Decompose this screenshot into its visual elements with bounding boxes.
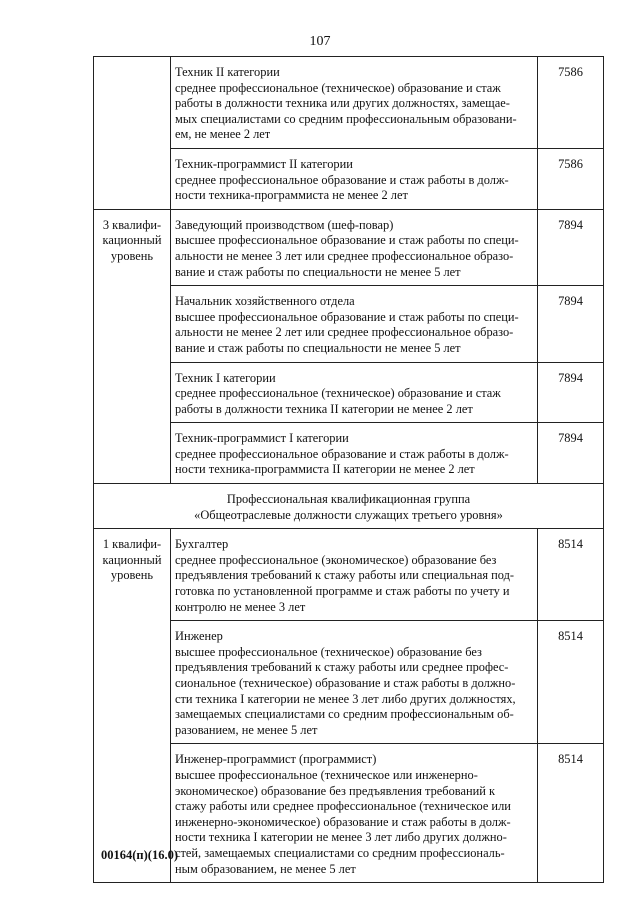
position-requirement-line: готовка по установленной программе и стаж работы по учету и xyxy=(175,584,510,599)
position-requirement-line: высшее профессиональное (техническое или инженерно- xyxy=(175,767,478,782)
position-requirement-line: инженерно-экономическое) образование и стаж работы в долж- xyxy=(175,814,511,829)
position-description-cell xyxy=(171,423,538,484)
position-title: Начальник хозяйственного отдела xyxy=(175,294,355,309)
salary-cell: 8514 xyxy=(538,621,604,744)
qualification-level-line: кационный xyxy=(102,552,162,567)
position-requirement-line: работы в должности техника или других должностях, замещае- xyxy=(175,96,510,111)
position-description-cell xyxy=(171,529,538,621)
qualification-level-line: уровень xyxy=(110,568,154,583)
table-row xyxy=(94,57,604,149)
position-description-cell xyxy=(171,148,538,209)
table-row xyxy=(94,362,604,423)
table-row xyxy=(94,286,604,362)
table-row xyxy=(94,209,604,285)
group-title-line: «Общеотраслевые должности служащих третьего уровня» xyxy=(194,507,503,522)
group-header-row xyxy=(94,484,604,529)
position-requirement-line: высшее профессиональное образование и стаж работы по специ- xyxy=(175,309,519,324)
position-requirement-line: сти техника I категории не менее 3 лет либо других должностях, xyxy=(175,691,516,706)
position-requirement-line: среднее профессиональное образование и стаж работы в долж- xyxy=(175,172,509,187)
position-requirement-line: вание и стаж работы по специальности не менее 5 лет xyxy=(175,264,461,279)
table-row xyxy=(94,423,604,484)
position-requirement-line: ности техника I категории не менее 3 лет либо других должно- xyxy=(175,830,507,845)
position-description-cell xyxy=(171,57,538,149)
salary-cell: 7894 xyxy=(538,423,604,484)
group-title-line: Профессиональная квалификационная группа xyxy=(226,492,471,507)
page-number: 107 xyxy=(309,34,331,49)
qualification-level-cell xyxy=(94,57,171,210)
table-body xyxy=(94,57,604,883)
position-requirement-line: среднее профессиональное (экономическое) образование без xyxy=(175,552,497,567)
salary-cell: 8514 xyxy=(538,529,604,621)
qualification-level-line: 1 квалифи- xyxy=(102,537,162,552)
qualification-level-line: кационный xyxy=(102,233,162,248)
position-title: Техник-программист II категории xyxy=(175,156,353,171)
position-requirement-line: альности не менее 2 лет или среднее профессиональное образо- xyxy=(175,325,514,340)
position-requirement-line: замещаемых специалистами со средним профессиональным об- xyxy=(175,707,514,722)
group-title xyxy=(94,484,604,529)
salary-cell: 7586 xyxy=(538,57,604,149)
table-row xyxy=(94,621,604,744)
position-description-cell xyxy=(171,209,538,285)
position-title: Заведующий производством (шеф-повар) xyxy=(175,217,394,232)
position-requirement-line: сиональное (техническое) образование и стаж работы в должно- xyxy=(175,676,516,690)
position-requirement-line: стей, замещаемых специалистами со средним профессиональ- xyxy=(175,845,505,860)
position-requirement-line: контролю не менее 3 лет xyxy=(175,599,306,614)
position-requirement-line: среднее профессиональное (техническое) образование и стаж xyxy=(175,80,501,95)
position-requirement-line: предъявления требований к стажу работы или среднее профес- xyxy=(175,660,509,675)
position-requirement-line: ности техника-программиста II категории не менее 2 лет xyxy=(175,462,475,477)
salary-cell: 7894 xyxy=(538,209,604,285)
position-title: Инженер xyxy=(175,629,223,644)
position-title: Техник I категории xyxy=(175,370,276,385)
position-requirement-line: разованием, не менее 5 лет xyxy=(175,722,318,737)
position-description-cell xyxy=(171,286,538,362)
position-title: Инженер-программист (программист) xyxy=(175,752,377,767)
position-requirement-line: вание и стаж работы по специальности не менее 5 лет xyxy=(175,340,461,355)
position-description-cell xyxy=(171,362,538,423)
position-requirement-line: мых специалистами со средним профессиональным образовани- xyxy=(175,111,517,126)
position-requirement-line: альности не менее 3 лет или среднее профессиональное образо- xyxy=(175,248,514,263)
position-requirement-line: работы в должности техника II категории не менее 2 лет xyxy=(175,401,473,416)
salary-cell: 7894 xyxy=(538,362,604,423)
position-requirement-line: экономическое) образование без предъявления требований к xyxy=(175,783,495,798)
position-requirement-line: высшее профессиональное (техническое) образование без xyxy=(175,644,482,659)
position-requirement-line: высшее профессиональное образование и стаж работы по специ- xyxy=(175,233,519,248)
position-requirement-line: ности техника-программиста не менее 2 лет xyxy=(175,188,408,203)
salary-cell: 7586 xyxy=(538,148,604,209)
qualification-level-line: 3 квалифи- xyxy=(102,217,162,232)
position-description-cell xyxy=(171,744,538,883)
table-row xyxy=(94,148,604,209)
position-title: Техник-программист I категории xyxy=(175,431,349,446)
position-requirement-line: ным образованием, не менее 5 лет xyxy=(175,861,356,876)
qualification-level-cell xyxy=(94,209,171,483)
document-code: 00164(п)(16.0) xyxy=(101,848,178,862)
position-requirement-line: среднее профессиональное (техническое) образование и стаж xyxy=(175,386,501,401)
position-title: Техник II категории xyxy=(175,65,280,79)
position-requirement-line: ем, не менее 2 лет xyxy=(175,127,271,142)
position-requirement-line: среднее профессиональное образование и стаж работы в долж- xyxy=(175,446,509,461)
table-row xyxy=(94,529,604,621)
salary-cell: 8514 xyxy=(538,744,604,883)
qualification-level-line: уровень xyxy=(110,248,154,263)
salary-cell: 7894 xyxy=(538,286,604,362)
qualification-table xyxy=(93,56,604,883)
position-description-cell xyxy=(171,621,538,744)
qualification-level-cell xyxy=(94,529,171,883)
position-requirement-line: стажу работы или среднее профессиональное (техническое или xyxy=(175,799,511,814)
position-requirement-line: предъявления требований к стажу работы или специальная под- xyxy=(175,568,515,583)
position-title: Бухгалтер xyxy=(175,537,229,552)
